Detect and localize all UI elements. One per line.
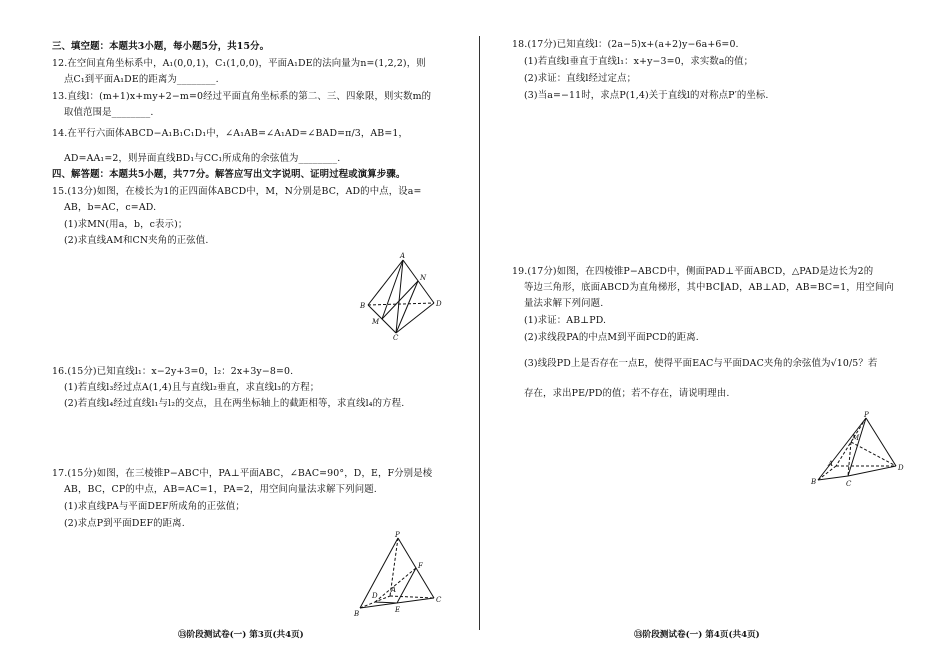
q16-part1: (1)若直线l₃经过点A(1,4)且与直线l₂垂直，求直线l₃的方程； [64, 382, 320, 393]
q12-line2: 点C₁到平面A₁DE的距离为________. [64, 74, 219, 85]
fig17-label-a: A [391, 586, 397, 594]
figure-triangular-pyramid [346, 530, 456, 618]
fig17-label-p: P [395, 531, 400, 539]
q19-line1: 19.(17分)如图，在四棱锥P−ABCD中，侧面PAD⊥平面ABCD，△PAD是边长为2的 [512, 266, 874, 277]
q15-line2: AB，b=AC，c=AD. [64, 202, 157, 213]
q18-part3: (3)当a=−11时，求点P(1,4)关于直线l的对称点P′的坐标. [524, 90, 769, 101]
fig17-label-d: D [372, 592, 378, 600]
q15-part2: (2)求直线AM和CN夹角的正弦值. [64, 235, 209, 246]
fig19-label-c: C [846, 480, 852, 488]
footer-page-4: ⑬阶段测试卷(一) 第4页(共4页) [634, 630, 760, 640]
q17-part1: (1)求直线PA与平面DEF所成角的正弦值； [64, 501, 245, 512]
fig15-label-b: B [360, 302, 366, 310]
section-answer-heading: 四、解答题：本题共5小题，共77分。解答应写出文字说明、证明过程或演算步骤。 [52, 169, 406, 180]
q19-part2: (2)求线段PA的中点M到平面PCD的距离. [524, 332, 699, 343]
fig19-label-m: M [852, 434, 860, 442]
footer-page-3: ⑬阶段测试卷(一) 第3页(共4页) [178, 630, 304, 640]
fig15-label-c: C [393, 334, 399, 340]
q19-part3-line1: (3)线段PD上是否存在一点E，使得平面EAC与平面DAC夹角的余弦值为√10/5？若 [524, 358, 878, 369]
q13-line2: 取值范围是________. [64, 107, 154, 118]
q19-line2: 等边三角形，底面ABCD为直角梯形，其中BC∥AD，AB⊥AD，AB=BC=1，用空间向 [524, 282, 894, 293]
q15-line1: 15.(13分)如图，在棱长为1的正四面体ABCD中，M，N分别是BC，AD的中点，设a= [52, 186, 422, 197]
fig15-label-n: N [420, 274, 427, 282]
fig17-label-b: B [354, 610, 360, 618]
figure-tetrahedron [356, 248, 446, 340]
figure-quadrilateral-pyramid [808, 410, 908, 490]
right-page [482, 0, 950, 672]
fig15-label-m: M [372, 318, 380, 326]
q14-line2: AD=AA₁=2，则异面直线BD₁与CC₁所成角的余弦值为________. [64, 153, 341, 164]
q17-line1: 17.(15分)如图，在三棱锥P−ABC中，PA⊥平面ABC，∠BAC=90°，D，E，F分别是棱 [52, 468, 433, 479]
fig17-label-c: C [436, 596, 442, 604]
section-fill-blank-heading: 三、填空题：本题共3小题，每小题5分，共15分。 [52, 41, 270, 52]
fig17-label-f: F [418, 562, 423, 570]
q19-part3-line2: 存在，求出PE/PD的值；若不存在，请说明理由. [524, 388, 730, 399]
q16-part2: (2)若直线l₄经过直线l₁与l₂的交点，且在两坐标轴上的截距相等，求直线l₄的方程. [64, 398, 405, 409]
q14-line1: 14.在平行六面体ABCD−A₁B₁C₁D₁中，∠A₁AB=∠A₁AD=∠BAD=π/3，AB=1， [52, 128, 408, 139]
column-divider [479, 36, 480, 630]
q18-part1: (1)若直线l垂直于直线l₁：x+y−3=0，求实数a的值； [524, 56, 754, 67]
q19-part1: (1)求证：AB⊥PD. [524, 315, 607, 326]
fig15-label-d: D [436, 300, 442, 308]
q16-line1: 16.(15分)已知直线l₁：x−2y+3=0，l₂：2x+3y−8=0. [52, 366, 294, 377]
q19-line3: 量法求解下列问题. [524, 298, 604, 309]
q17-line2: AB，BC，CP的中点，AB=AC=1，PA=2，用空间向量法求解下列问题. [64, 484, 377, 495]
q15-part1: (1)求MN(用a，b，c表示)； [64, 219, 188, 230]
fig19-label-d: D [898, 464, 904, 472]
q13-line1: 13.直线l：(m+1)x+my+2−m=0经过平面直角坐标系的第二、三、四象限，则实数m的 [52, 91, 432, 102]
q18-line1: 18.(17分)已知直线l：(2a−5)x+(a+2)y−6a+6=0. [512, 39, 739, 50]
q17-part2: (2)求点P到平面DEF的距离. [64, 518, 185, 529]
fig17-label-e: E [395, 606, 401, 614]
fig19-label-b: B [811, 478, 817, 486]
fig15-label-a: A [400, 252, 406, 260]
q12-line1: 12.在空间直角坐标系中，A₁(0,0,1)，C₁(1,0,0)，平面A₁DE的法向量为n=(1,2,2)，则 [52, 58, 426, 69]
fig19-label-p: P [864, 411, 869, 419]
fig19-label-a: A [828, 460, 834, 468]
q18-part2: (2)求证：直线l经过定点； [524, 73, 637, 84]
